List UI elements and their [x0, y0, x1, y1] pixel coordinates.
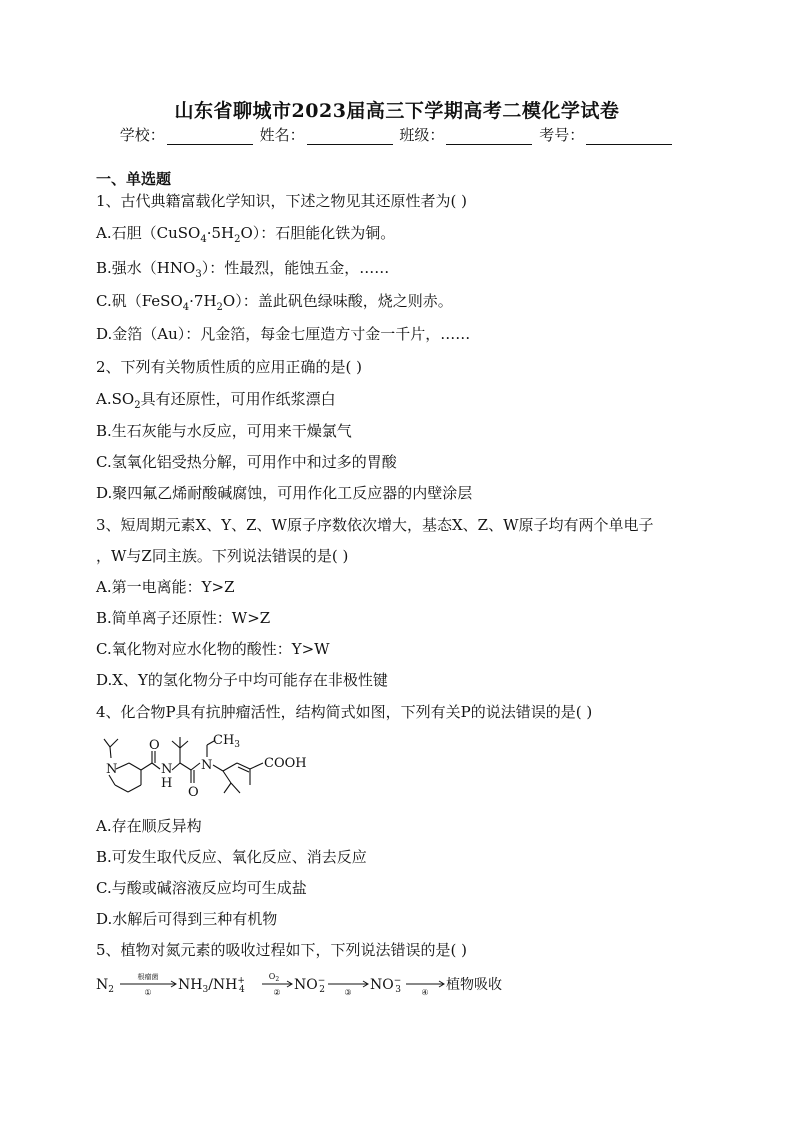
question-2-stem: 2、下列有关物质性质的应用正确的是( ) — [96, 358, 363, 376]
structure-cooh-label: COOH — [264, 756, 307, 771]
question-5-stem: 5、植物对氮元素的吸收过程如下，下列说法错误的是( ) — [96, 941, 468, 959]
question-1-stem: 1、古代典籍富载化学知识，下述之物见其还原性者为( ) — [96, 192, 468, 210]
question-2-option-d: D.聚四氟乙烯耐酸碱腐蚀，可用作化工反应器的内壁涂层 — [96, 484, 473, 502]
section-heading: 一、单选题 — [96, 170, 172, 188]
scheme-no2: NO− 2 — [294, 976, 326, 995]
scheme-arrow1-label: 根瘤菌 — [137, 973, 159, 981]
page-title: 山东省聊城市2023届高三下学期高考二模化学试卷 — [174, 100, 620, 122]
question-1-option-d: D.金箔（Au）：凡金箔，每金七厘造方寸金一千片，…… — [96, 325, 471, 343]
question-4-stem: 4、化合物P具有抗肿瘤活性，结构简式如图，下列有关P的说法错误的是( ) — [96, 703, 593, 721]
compound-p-structure — [96, 733, 336, 803]
question-3-stem-line1: 3、短周期元素X、Y、Z、W原子序数依次增大，基态X、Z、W原子均有两个单电子 — [96, 516, 654, 534]
class-blank[interactable] — [446, 129, 532, 145]
question-1-option-a: A.石胆$(CuSO_4\cdot 5H_2O)$：石胆能化铁为铜。 — [96, 224, 396, 245]
number-blank[interactable] — [586, 129, 672, 145]
question-2-option-b: B.生石灰能与水反应，可用来干燥氯气 — [96, 422, 352, 440]
question-3-stem-line2: ，W与Z同主族。下列说法错误的是( ) — [96, 547, 349, 565]
question-2-option-c: C.氢氧化铝受热分解，可用作中和过多的胃酸 — [96, 453, 397, 471]
scheme-no3: NO− 3 — [370, 976, 402, 995]
name-label: 姓名： — [259, 126, 305, 144]
scheme-step3: ③ — [344, 988, 352, 997]
structure-ch3-label: $CH_3$ — [213, 733, 241, 750]
question-3-option-b: B.简单离子还原性：W>Z — [96, 609, 271, 627]
structure-n1-label: N — [106, 762, 118, 777]
class-label: 班级： — [399, 126, 445, 144]
structure-h-label: H — [161, 776, 173, 791]
question-4-option-a: A.存在顺反异构 — [96, 817, 202, 835]
student-info-row — [0, 124, 794, 145]
scheme-nh3-nh4: $NH_3/NH^+$ 4 — [178, 976, 245, 995]
name-blank[interactable] — [307, 129, 393, 145]
scheme-step4: ④ — [421, 988, 429, 997]
question-4-option-c: C.与酸或碱溶液反应均可生成盐 — [96, 879, 307, 897]
school-label: 学校： — [119, 126, 165, 144]
scheme-n2: $N_2$ — [96, 977, 114, 995]
number-label: 考号： — [539, 126, 585, 144]
scheme-arrow2-label: $O_2$ — [268, 972, 280, 983]
question-3-option-a: A.第一电离能：Y>Z — [96, 578, 235, 596]
question-1-option-b: B.强水$(HNO_3)$：性最烈，能蚀五金，…… — [96, 259, 390, 280]
question-1-option-c: C.矾$(FeSO_4\cdot 7H_2O)$：盖此矾色绿味酸，烧之则赤。 — [96, 292, 453, 313]
scheme-step2: ② — [273, 988, 281, 997]
structure-o1-label: O — [149, 738, 160, 753]
question-3-option-c: C.氧化物对应水化物的酸性：Y>W — [96, 640, 330, 658]
scheme-end: 植物吸收 — [446, 977, 502, 993]
structure-o2-label: O — [188, 785, 199, 800]
question-2-option-a: $A.SO_2$具有还原性，可用作纸浆漂白 — [96, 390, 336, 411]
question-4-option-d: D.水解后可得到三种有机物 — [96, 910, 278, 928]
structure-nh-label: N — [161, 762, 173, 777]
question-4-option-b: B.可发生取代反应、氧化反应、消去反应 — [96, 848, 367, 866]
scheme-step1: ① — [144, 988, 152, 997]
structure-n2-label: N — [201, 758, 213, 773]
question-3-option-d: D.X、Y的氢化物分子中均可能存在非极性键 — [96, 671, 388, 689]
school-blank[interactable] — [167, 129, 253, 145]
nitrogen-uptake-scheme — [96, 968, 536, 998]
